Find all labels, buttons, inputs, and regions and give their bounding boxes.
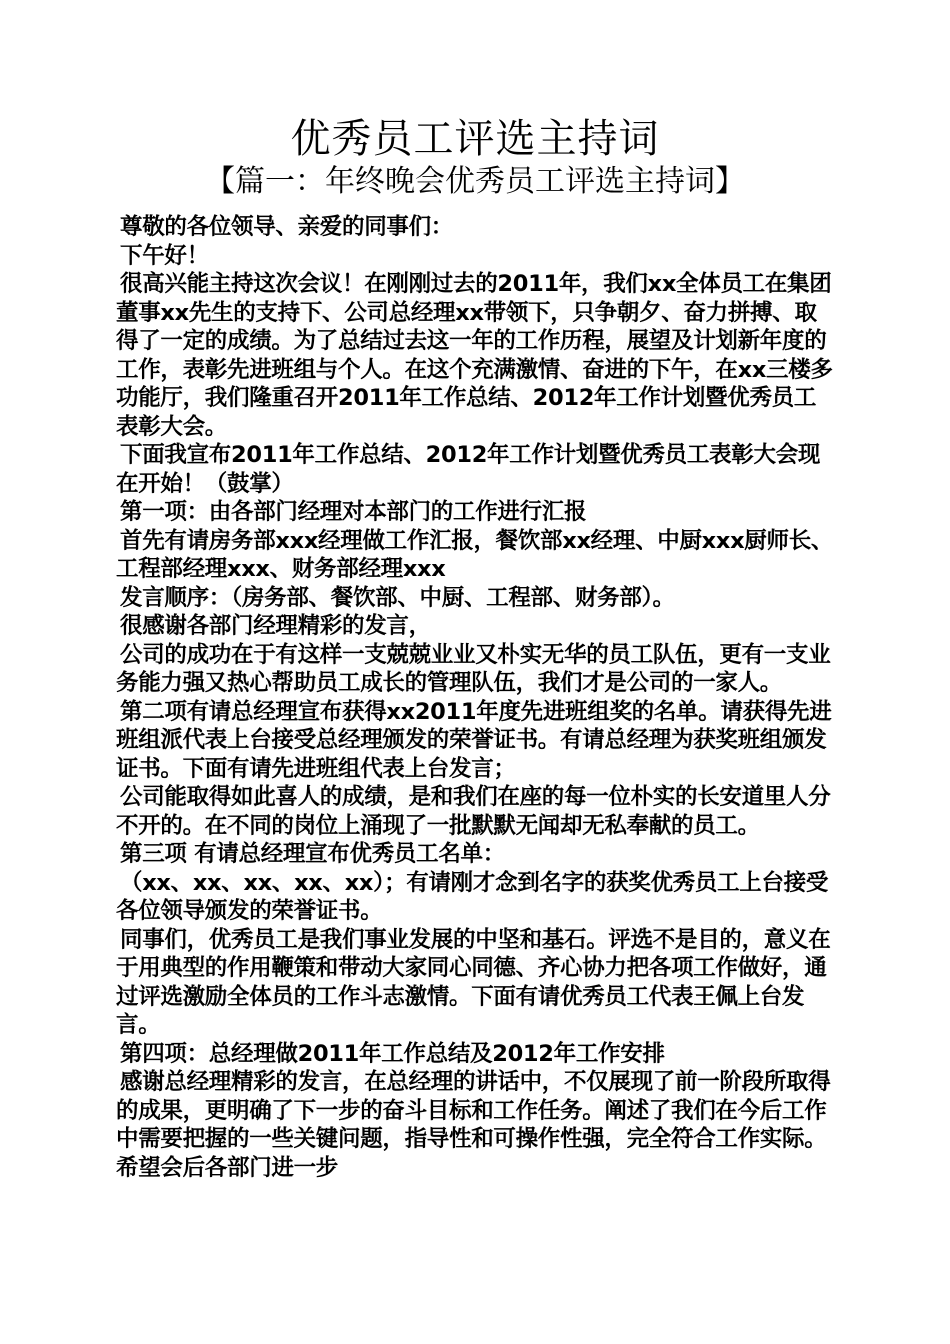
paragraph-item-four: 第四项：总经理做2011年工作总结及2012年工作安排 [120,1040,665,1067]
paragraph-item-one: 第一项：由各部门经理对本部门的工作进行汇报 [120,499,587,525]
paragraph-thanks: 很感谢各部门经理精彩的发言， [120,613,431,639]
paragraph-announce-start: 下面我宣布2011年工作总结、2012年工作计划暨优秀员工表彰大会现在开始！（鼓掌） [116,442,821,497]
paragraph-colleagues: 同事们，优秀员工是我们事业发展的中坚和基石。评选不是目的，意义在于用典型的作用鞭策和带动大家同心同德、齐心协力把各项工作做好，通过评选激励全体员的工作斗志激情。下面有请优秀员工代表王佩上台发言。 [116,926,831,1038]
document-body [116,213,836,1182]
paragraph-report-invite: 首先有请房务部xxx经理做工作汇报，餐饮部xx经理、中厨xxx厨师长、工程部经理xxx、财务部经理xxx [116,527,834,582]
paragraph-team: 公司的成功在于有这样一支兢兢业业又朴实无华的员工队伍，更有一支业务能力强又热心帮助员工成长的管理队伍，我们才是公司的一家人。 [116,641,831,696]
paragraph-good-afternoon: 下午好！ [120,242,209,269]
document-title: 优秀员工评选主持词 [290,116,660,162]
paragraph-speaking-order: 发言顺序：（房务部、餐饮部、中厨、工程部、财务部）。 [120,584,675,611]
paragraph-greeting: 尊敬的各位领导、亲爱的同事们： [120,214,454,240]
paragraph-achievements: 公司能取得如此喜人的成绩，是和我们在座的每一位朴实的长安道里人分不开的。在不同的岗位上涌现了一批默默无闻却无私奉献的员工。 [116,784,831,839]
document-subtitle: 【篇一：年终晚会优秀员工评选主持词】 [205,164,745,199]
paragraph-item-two: 第二项有请总经理宣布获得xx2011年度先进班组奖的名单。请获得先进班组派代表上台接受总经理颁发的荣誉证书。有请总经理为获奖班组颁发证书。下面有请先进班组代表上台发言； [116,698,832,782]
paragraph-closing: 感谢总经理精彩的发言，在总经理的讲话中，不仅展现了前一阶段所取得的成果，更明确了下一步的奋斗目标和工作任务。阐述了我们在今后工作中需要把握的一些关键问题，指导性和可操作性强，完全符合工作实际。希望会后各部门进一步 [116,1069,831,1181]
paragraph-opening: 很高兴能主持这次会议！在刚刚过去的2011年，我们xx全体员工在集团董事xx先生的支持下、公司总经理xx带领下，只争朝夕、奋力拼搏、取得了一定的成绩。为了总结过去这一年的工作历程，展望及计划新年度的工作，表彰先进班组与个人。在这个充满激情、奋进的下午，在xx三楼多功能厅，我们隆重召开2011年工作总结、2012年工作计划暨优秀员工表彰大会。 [116,271,833,440]
paragraph-winners: （xx、xx、xx、xx、xx）；有请刚才念到名字的获奖优秀员工上台接受各位领导颁发的荣誉证书。 [116,869,829,924]
paragraph-item-three: 第三项 有请总经理宣布优秀员工名单： [120,841,505,867]
